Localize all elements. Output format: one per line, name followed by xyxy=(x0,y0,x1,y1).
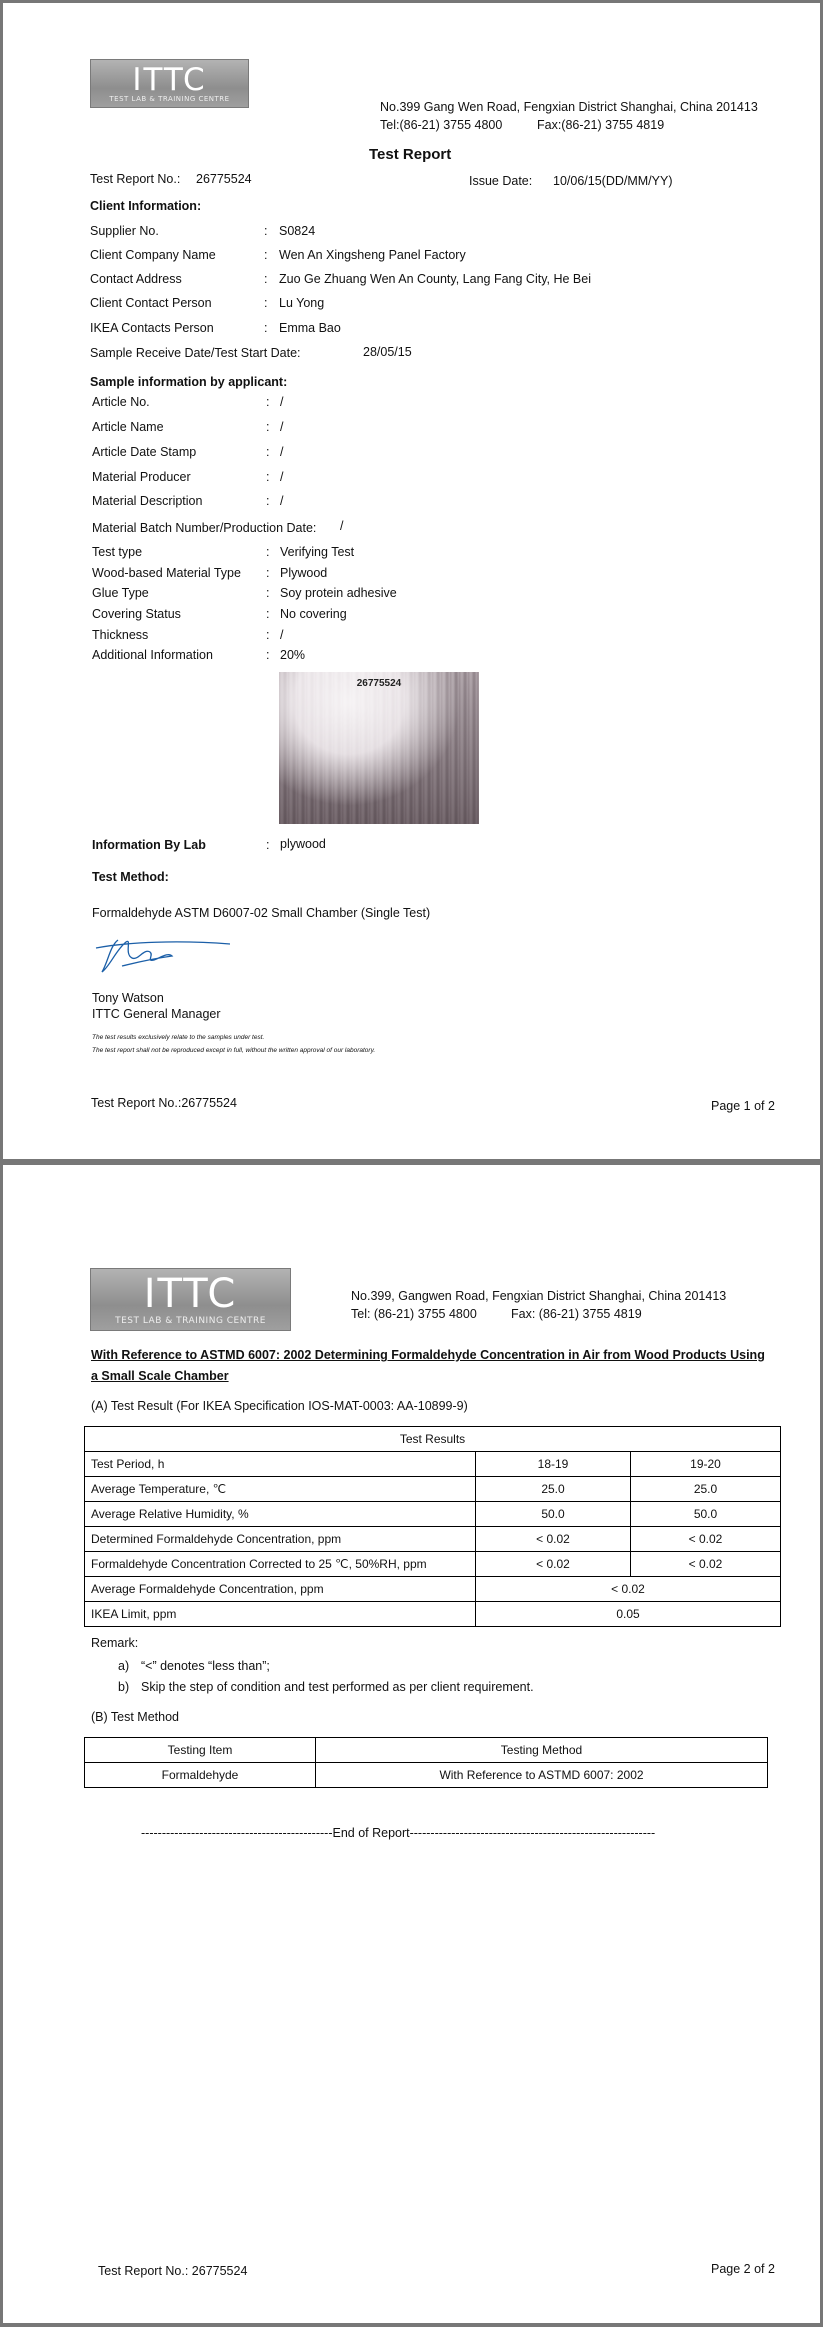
header-testing-method: Testing Method xyxy=(316,1738,768,1763)
remark-a-text: “<” denotes “less than”; xyxy=(141,1659,270,1673)
colon: : xyxy=(266,445,270,459)
contact-address-label: Contact Address xyxy=(90,272,182,286)
sample-receive-value: 28/05/15 xyxy=(363,345,412,359)
batch-number-value: / xyxy=(340,519,344,533)
table-row xyxy=(85,1763,768,1788)
covering-status-value: No covering xyxy=(280,607,347,621)
colon: : xyxy=(264,296,268,310)
test-results-table xyxy=(84,1426,781,1627)
disclaimer-line-1: The test results exclusively relate to the samples under test. xyxy=(92,1034,265,1041)
material-producer-value: / xyxy=(280,470,284,484)
additional-info-label: Additional Information xyxy=(92,648,213,662)
article-date-stamp-value: / xyxy=(280,445,284,459)
contact-person-value: Lu Yong xyxy=(279,296,325,310)
colon: : xyxy=(266,395,270,409)
sample-photo-label: 26775524 xyxy=(356,678,402,689)
table-row xyxy=(85,1602,781,1627)
remark-b-text: Skip the step of condition and test performed as per client requirement. xyxy=(141,1680,534,1694)
logo-text: ITTC xyxy=(143,1271,238,1317)
section-a-title: (A) Test Result (For IKEA Specification IOS-MAT-0003: AA-10899-9) xyxy=(91,1399,468,1413)
lab-tel: Tel:(86-21) 3755 4800 xyxy=(380,118,503,132)
test-type-label: Test type xyxy=(92,545,143,559)
sample-photo xyxy=(279,672,479,824)
row-value-2: 50.0 xyxy=(631,1502,781,1527)
article-no-label: Article No. xyxy=(92,395,150,409)
report-title: Test Report xyxy=(369,146,452,163)
row-value-2: 19-20 xyxy=(631,1452,781,1477)
colon: : xyxy=(264,248,268,262)
colon: : xyxy=(266,838,270,852)
lab-fax: Fax:(86-21) 3755 4819 xyxy=(537,118,665,132)
thickness-label: Thickness xyxy=(92,628,149,642)
colon: : xyxy=(264,272,268,286)
remark-a-mark: a) xyxy=(118,1659,130,1673)
additional-info-value: 20% xyxy=(280,648,306,662)
batch-number-label: Material Batch Number/Production Date: xyxy=(92,521,317,535)
colon: : xyxy=(266,494,270,508)
material-description-value: / xyxy=(280,494,284,508)
thickness-value: / xyxy=(280,628,284,642)
client-info-heading: Client Information: xyxy=(90,199,202,213)
row-value-1: < 0.02 xyxy=(476,1527,631,1552)
lab-tel: Tel: (86-21) 3755 4800 xyxy=(351,1307,477,1321)
material-producer-label: Material Producer xyxy=(92,470,191,484)
report-heading-line-1: With Reference to ASTMD 6007: 2002 Determining Formaldehyde Concentration in Air from Wood Products Using xyxy=(91,1348,765,1362)
sample-info-heading: Sample information by applicant: xyxy=(90,375,288,389)
sample-receive-label: Sample Receive Date/Test Start Date: xyxy=(90,346,301,360)
row-value-2: < 0.02 xyxy=(631,1552,781,1577)
article-name-label: Article Name xyxy=(92,420,164,434)
row-value-2: < 0.02 xyxy=(631,1527,781,1552)
logo-subtext: TEST LAB & TRAINING CENTRE xyxy=(115,1316,266,1326)
company-name-label: Client Company Name xyxy=(90,248,216,262)
ittc-logo xyxy=(90,1268,291,1331)
row-label: Formaldehyde Concentration Corrected to 25 ℃, 50%RH, ppm xyxy=(85,1552,476,1577)
material-type-value: Plywood xyxy=(280,566,328,580)
report-page-2 xyxy=(3,1165,820,2323)
material-description-label: Material Description xyxy=(92,494,203,508)
lab-address: No.399, Gangwen Road, Fengxian District Shanghai, China 201413 xyxy=(351,1289,727,1303)
section-b-title: (B) Test Method xyxy=(91,1710,180,1724)
report-page-1 xyxy=(3,3,820,1159)
row-value-1: 50.0 xyxy=(476,1502,631,1527)
table-header-row xyxy=(85,1738,768,1763)
row-value-1: 18-19 xyxy=(476,1452,631,1477)
supplier-no-label: Supplier No. xyxy=(90,224,159,238)
glue-type-value: Soy protein adhesive xyxy=(280,586,397,600)
table-row xyxy=(85,1477,781,1502)
colon: : xyxy=(266,586,270,600)
company-name-value: Wen An Xingsheng Panel Factory xyxy=(279,248,466,262)
lab-address: No.399 Gang Wen Road, Fengxian District Shanghai, China 201413 xyxy=(380,100,758,114)
info-by-lab-value: plywood xyxy=(280,837,326,851)
signer-title: ITTC General Manager xyxy=(92,1007,221,1021)
report-no-value: 26775524 xyxy=(196,172,252,186)
table-row xyxy=(85,1552,781,1577)
signature xyxy=(88,928,238,980)
info-by-lab-label: Information By Lab xyxy=(92,838,206,852)
footer-page-number: Page 2 of 2 xyxy=(711,2262,775,2276)
table-header-row xyxy=(85,1427,781,1452)
table-row xyxy=(85,1452,781,1477)
ikea-contact-label: IKEA Contacts Person xyxy=(90,321,214,335)
logo-subtext: TEST LAB & TRAINING CENTRE xyxy=(109,95,230,103)
test-method-heading: Test Method: xyxy=(92,870,169,884)
row-value-2: 25.0 xyxy=(631,1477,781,1502)
footer-page-number: Page 1 of 2 xyxy=(711,1099,775,1113)
contact-person-label: Client Contact Person xyxy=(90,296,212,310)
row-value-1: 25.0 xyxy=(476,1477,631,1502)
ikea-limit-value: 0.05 xyxy=(476,1602,781,1627)
glue-type-label: Glue Type xyxy=(92,586,149,600)
article-no-value: / xyxy=(280,395,284,409)
lab-fax: Fax: (86-21) 3755 4819 xyxy=(511,1307,642,1321)
colon: : xyxy=(264,224,268,238)
article-date-stamp-label: Article Date Stamp xyxy=(92,445,197,459)
supplier-no-value: S0824 xyxy=(279,224,316,238)
row-label: Test Period, h xyxy=(85,1452,476,1477)
colon: : xyxy=(266,648,270,662)
colon: : xyxy=(266,545,270,559)
issue-date-value: 10/06/15(DD/MM/YY) xyxy=(553,174,673,188)
testing-method-value: With Reference to ASTMD 6007: 2002 xyxy=(316,1763,768,1788)
issue-date-label: Issue Date: xyxy=(469,174,533,188)
article-name-value: / xyxy=(280,420,284,434)
test-method-table xyxy=(84,1737,768,1788)
report-no-label: Test Report No.: xyxy=(90,172,181,186)
colon: : xyxy=(266,628,270,642)
row-label: Determined Formaldehyde Concentration, ppm xyxy=(85,1527,476,1552)
test-type-value: Verifying Test xyxy=(280,545,355,559)
logo-text: ITTC xyxy=(132,62,207,98)
remark-b-mark: b) xyxy=(118,1680,130,1694)
ikea-contact-value: Emma Bao xyxy=(279,321,341,335)
end-of-report: ----------------------------------------------End of Report----------------------------------------------------------- xyxy=(141,1826,656,1840)
test-results-title: Test Results xyxy=(85,1427,781,1452)
footer-report-no: Test Report No.:26775524 xyxy=(91,1096,237,1110)
header-testing-item: Testing Item xyxy=(85,1738,316,1763)
disclaimer-line-2: The test report shall not be reproduced except in full, without the written approval of our laboratory. xyxy=(92,1047,376,1054)
colon: : xyxy=(266,566,270,580)
test-method-value: Formaldehyde ASTM D6007-02 Small Chamber (Single Test) xyxy=(92,906,431,920)
table-row xyxy=(85,1527,781,1552)
average-label: Average Formaldehyde Concentration, ppm xyxy=(85,1577,476,1602)
table-row xyxy=(85,1502,781,1527)
covering-status-label: Covering Status xyxy=(92,607,181,621)
report-heading-line-2: a Small Scale Chamber xyxy=(91,1369,229,1383)
testing-item-value: Formaldehyde xyxy=(85,1763,316,1788)
signer-name: Tony Watson xyxy=(92,991,164,1005)
material-type-label: Wood-based Material Type xyxy=(92,566,241,580)
row-label: Average Relative Humidity, % xyxy=(85,1502,476,1527)
average-value: < 0.02 xyxy=(476,1577,781,1602)
colon: : xyxy=(264,321,268,335)
remark-label: Remark: xyxy=(91,1636,139,1650)
colon: : xyxy=(266,470,270,484)
colon: : xyxy=(266,420,270,434)
row-label: Average Temperature, ℃ xyxy=(85,1477,476,1502)
row-value-1: < 0.02 xyxy=(476,1552,631,1577)
colon: : xyxy=(266,607,270,621)
ikea-limit-label: IKEA Limit, ppm xyxy=(85,1602,476,1627)
ittc-logo xyxy=(90,59,249,108)
contact-address-value: Zuo Ge Zhuang Wen An County, Lang Fang City, He Bei xyxy=(279,272,591,286)
footer-report-no: Test Report No.: 26775524 xyxy=(98,2264,248,2278)
table-row xyxy=(85,1577,781,1602)
